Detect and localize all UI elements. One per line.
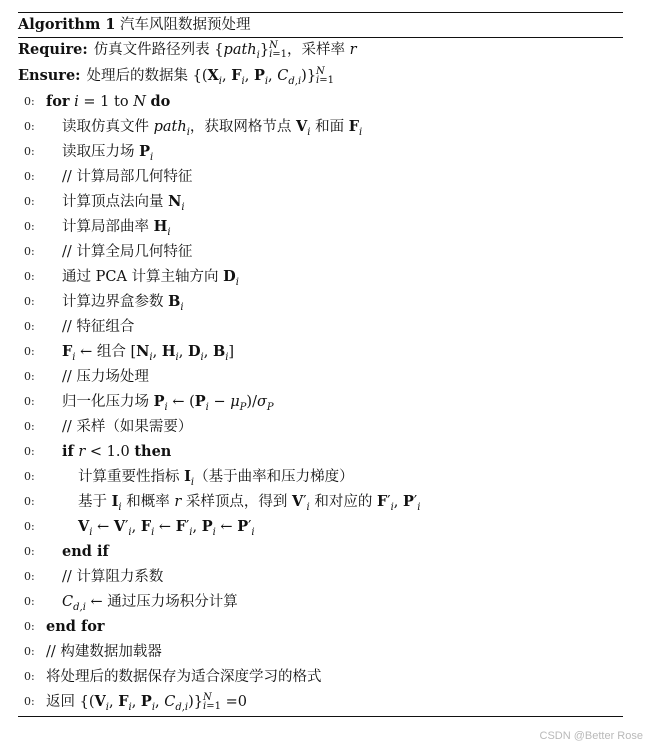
line-number: 0: (24, 570, 35, 583)
line-code: end for (46, 618, 105, 635)
watermark: CSDN @Better Rose (539, 730, 643, 742)
line-number: 0: (24, 545, 35, 558)
require-line (18, 38, 357, 59)
line-code: 基于 $I_i$ 和概率 r 采样顶点，得到 $V'_i$ 和对应的 $F'_i$, $P'_i$ (78, 493, 421, 513)
line-number: 0: (24, 145, 35, 158)
line-number: 0: (24, 495, 35, 508)
line-code: 读取压力场 $P_i$ (62, 143, 154, 163)
line-code: // 特征组合 (62, 319, 135, 335)
line-number: 0: (24, 345, 35, 358)
line-number: 0: (24, 470, 35, 483)
line-number: 0: (24, 270, 35, 283)
line-number: 0: (24, 245, 35, 258)
line-code: 计算重要性指标 $I_i$（基于曲率和压力梯度） (78, 468, 354, 488)
line-code: 计算局部曲率 $H_i$ (62, 218, 171, 238)
line-code: 计算顶点法向量 $N_i$ (62, 193, 185, 213)
line-code: $F_i$ ← 组合 [$N_i$, $H_i$, $D_i$, $B_i$] (62, 343, 235, 363)
ensure-line (18, 64, 334, 85)
line-number: 0: (24, 120, 35, 133)
algorithm-box (18, 12, 623, 713)
line-code: 读取仿真文件 path$_i$，获取网格节点 $V_i$ 和面 $F_i$ (62, 118, 363, 138)
line-number: 0: (24, 670, 35, 683)
line-number: 0: (24, 195, 35, 208)
line-code: 计算边界盒参数 $B_i$ (62, 293, 184, 313)
line-number: 0: (24, 95, 35, 108)
line-number: 0: (24, 370, 35, 383)
line-number: 0: (24, 595, 35, 608)
ensure-label: Ensure: (18, 67, 81, 84)
line-code: $C_{d,i}$ ← 通过压力场积分计算 (62, 594, 238, 613)
line-number: 0: (24, 420, 35, 433)
line-code: for i = 1 to N do (46, 93, 171, 110)
line-number: 0: (24, 395, 35, 408)
line-code: if r < 1.0 then (62, 443, 172, 460)
line-number: 0: (24, 220, 35, 233)
line-number: 0: (24, 520, 35, 533)
require-label: Require: (18, 41, 88, 58)
line-number: 0: (24, 620, 35, 633)
line-code: 返回 {($V_i$, $F_i$, $P_i$, $C_{d,i})\}N$ i=1 =0 (46, 692, 247, 713)
line-number: 0: (24, 645, 35, 658)
line-code: 将处理后的数据保存为适合深度学习的格式 (46, 669, 322, 685)
require-text: 仿真文件路径列表 {path$_i$}N i=1，采样率 r (93, 40, 357, 61)
line-code: // 压力场处理 (62, 369, 149, 385)
line-number: 0: (24, 695, 35, 708)
algorithm-title: 汽车风阻数据预处理 (120, 17, 251, 33)
line-number: 0: (24, 295, 35, 308)
line-code: // 计算全局几何特征 (62, 244, 193, 260)
line-code: 归一化压力场 $P_i$ ← $(P_i - \mu_P)/\sigma_P$ (62, 393, 274, 413)
line-code: 通过 PCA 计算主轴方向 $D_i$ (62, 268, 239, 288)
line-code: // 采样（如果需要） (62, 419, 193, 435)
line-number: 0: (24, 445, 35, 458)
line-code: end if (62, 543, 109, 560)
bottom-rule (18, 716, 623, 717)
line-code: // 计算阻力系数 (62, 569, 164, 585)
ensure-text: 处理后的数据集 {($X_i$, $F_i$, $P_i$, $C_{d,i})\}N$ i=1 (86, 66, 334, 87)
line-code: $V_i$ ← $V'_i$, $F_i$ ← $F'_i$, $P_i$ ← $P'_i$ (78, 518, 255, 538)
line-number: 0: (24, 170, 35, 183)
algorithm-title-row (18, 13, 623, 37)
line-code: // 构建数据加载器 (46, 644, 162, 660)
line-number: 0: (24, 320, 35, 333)
line-code: // 计算局部几何特征 (62, 169, 193, 185)
algorithm-label: Algorithm 1 (18, 16, 116, 33)
